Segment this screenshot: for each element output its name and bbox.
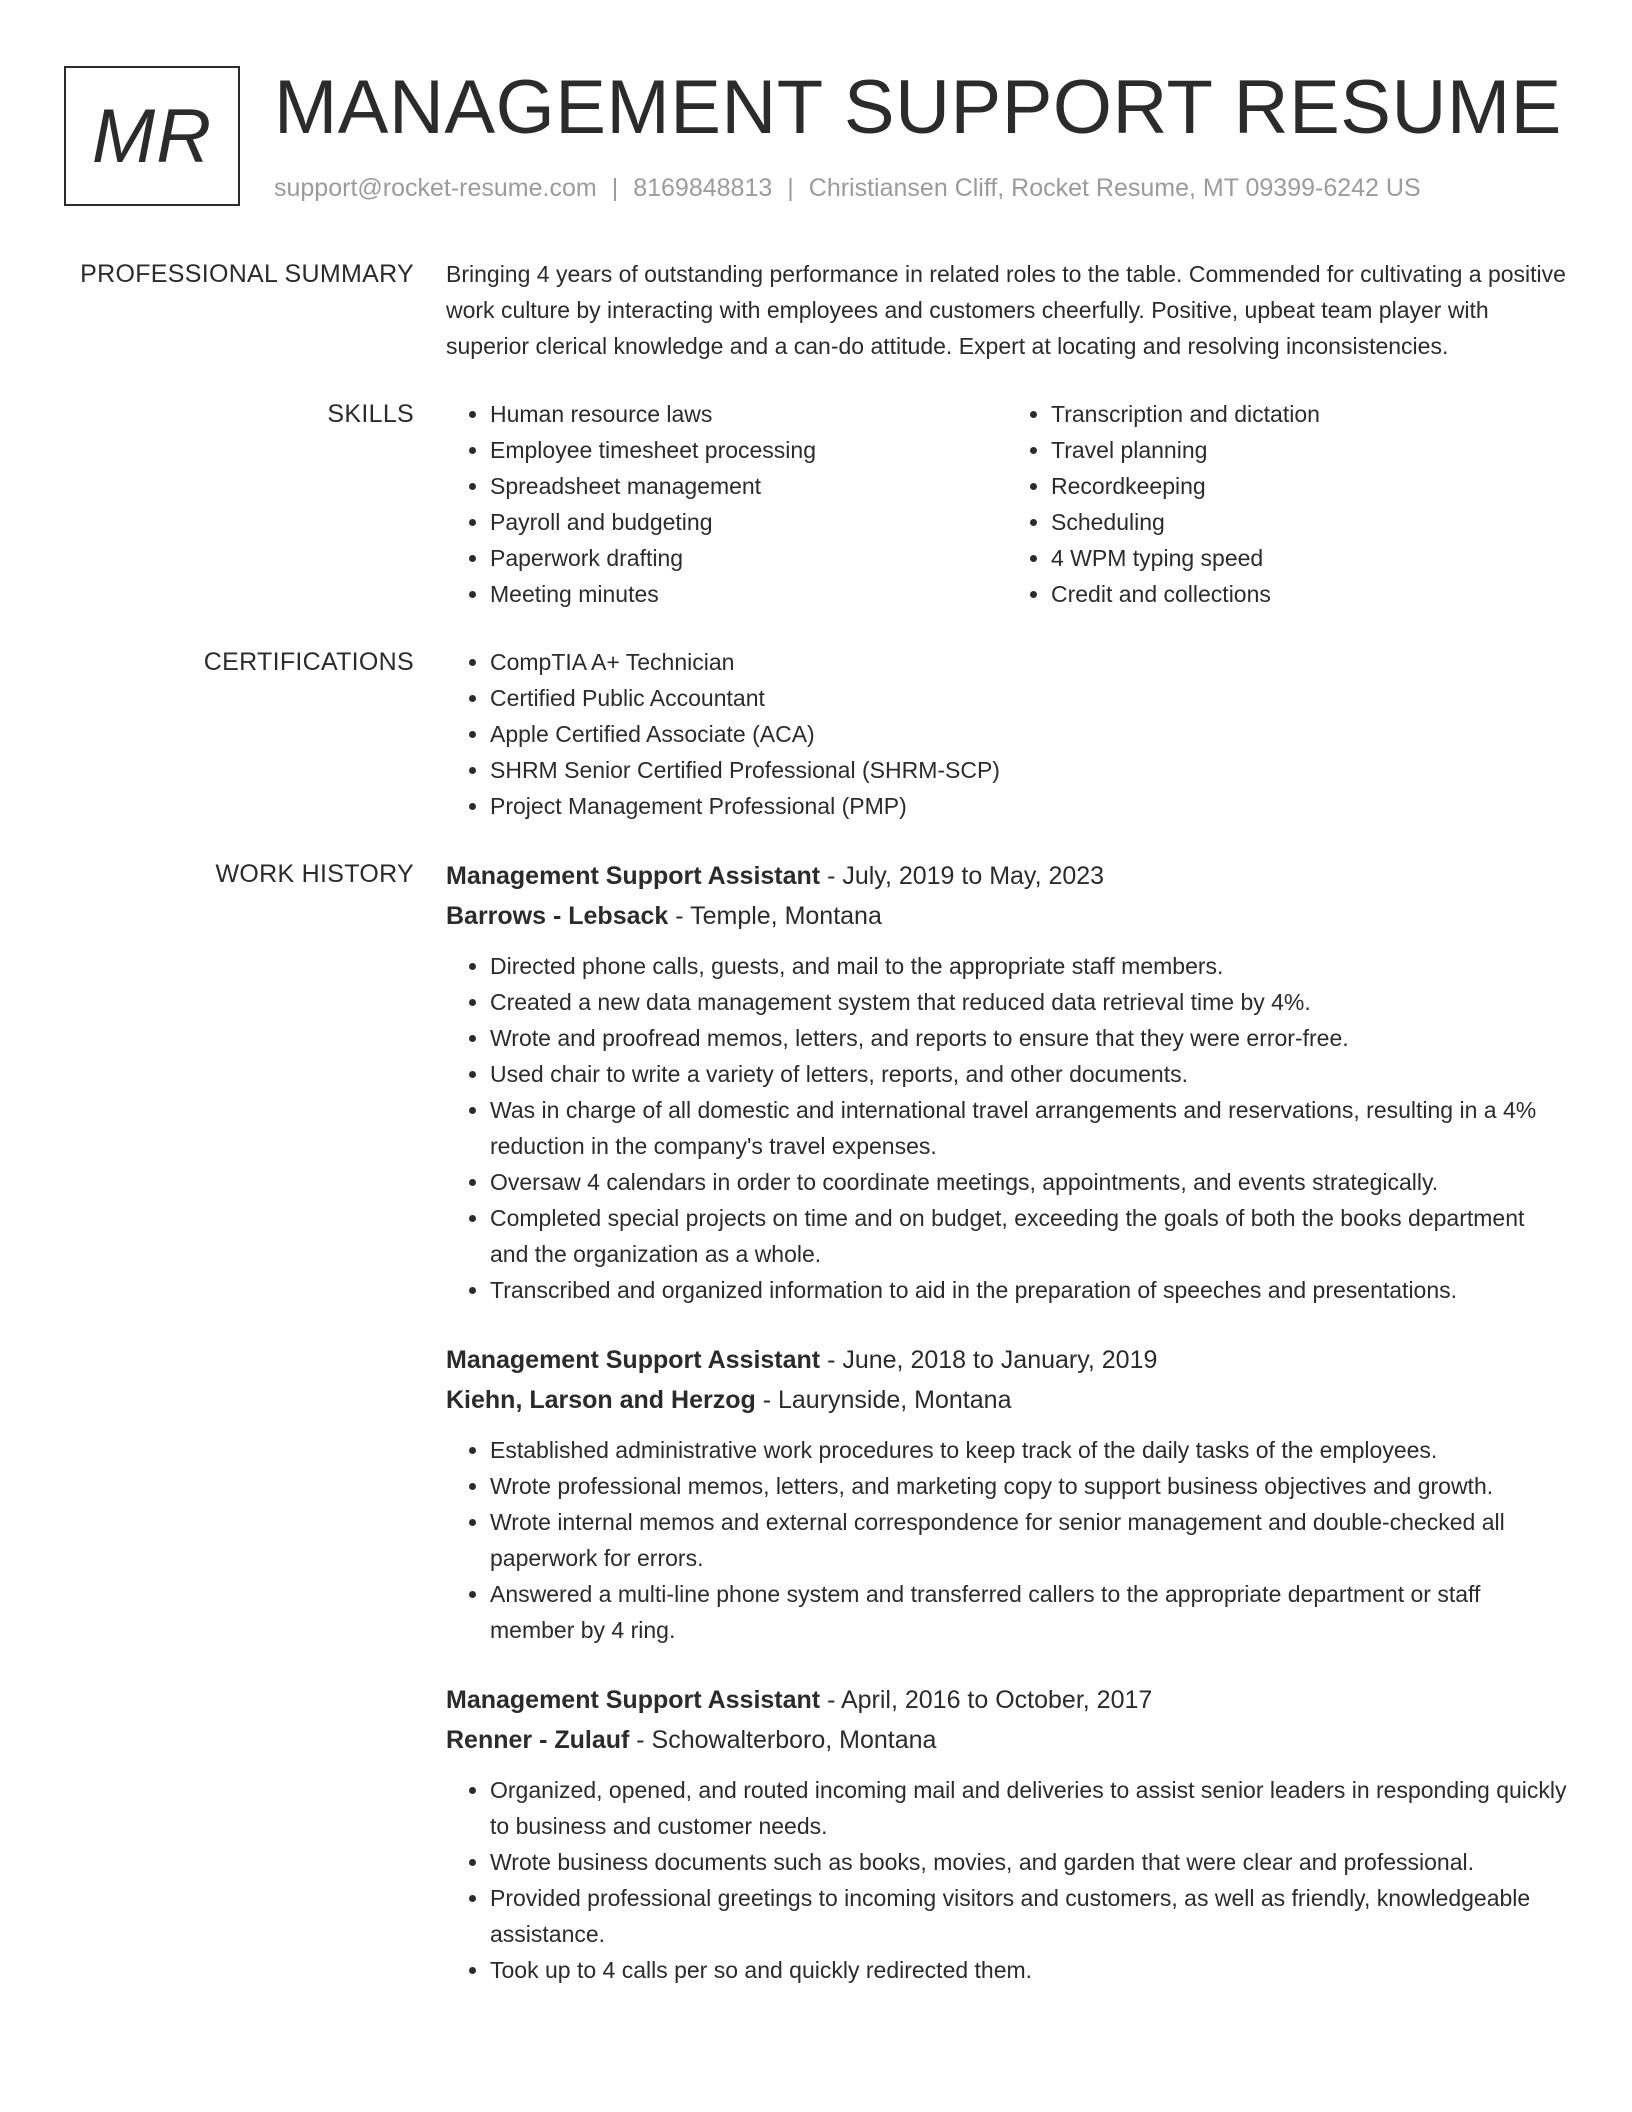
job-bullet: • Provided professional greetings to incoming visitors and customers, as well as friendly, knowledgeable assistance. (490, 1880, 1568, 1952)
job-bullets (446, 1772, 1568, 1988)
job-bullet: • Was in charge of all domestic and international travel arrangements and reservations, resulting in a 4% reduction in the company's travel expenses. (490, 1092, 1568, 1164)
job-location: - Schowalterboro, Montana (629, 1726, 937, 1754)
job-bullet: • Directed phone calls, guests, and mail to the appropriate staff members. (490, 948, 1568, 984)
certification-item: • CompTIA A+ Technician (490, 644, 1568, 680)
job-role: Management Support Assistant (446, 862, 821, 890)
contact-separator: | (787, 174, 794, 202)
job-bullet: • Answered a multi-line phone system and transferred callers to the appropriate department or staff member by 4 ring. (490, 1576, 1568, 1648)
skill-item: • Transcription and dictation (1051, 396, 1568, 432)
job-bullet: • Established administrative work procedures to keep track of the daily tasks of the employees. (490, 1432, 1568, 1468)
skills-list-left (446, 396, 1007, 612)
job-bullet: • Wrote professional memos, letters, and marketing copy to support business objectives and growth. (490, 1468, 1568, 1504)
contact-email[interactable]: support@rocket-resume.com (274, 174, 597, 202)
job-bullet: • Wrote internal memos and external correspondence for senior management and double-checked all paperwork for errors. (490, 1504, 1568, 1576)
job-company: Barrows - Lebsack (446, 902, 669, 930)
job-bullets (446, 1432, 1568, 1648)
resume-content (64, 256, 1568, 2020)
skill-item: • Scheduling (1051, 504, 1568, 540)
job-bullet: • Completed special projects on time and on budget, exceeding the goals of both the books department and the organization as a whole. (490, 1200, 1568, 1272)
section-certifications (64, 644, 1568, 824)
job-bullets (446, 948, 1568, 1308)
summary-text: Bringing 4 years of outstanding performance in related roles to the table. Commended for cultivating a positive work culture by interacting with employees and customers cheerfully. Positive, upbeat team player with superior clerical knowledge and a can-do attitude. Expert at locating and resolving inconsistencies. (446, 261, 1566, 359)
resume-title: MANAGEMENT SUPPORT RESUME (274, 65, 1562, 150)
section-work-history (64, 856, 1568, 1988)
contact-phone[interactable]: 8169848813 (633, 174, 773, 202)
certification-item: • SHRM Senior Certified Professional (SHRM-SCP) (490, 752, 1568, 788)
certifications-list (446, 644, 1568, 824)
skills-list-right (1007, 396, 1568, 612)
section-title: CERTIFICATIONS (203, 648, 414, 676)
job-bullet: • Created a new data management system that reduced data retrieval time by 4%. (490, 984, 1568, 1020)
job-dates: - April, 2016 to October, 2017 (820, 1686, 1153, 1714)
job-location: - Laurynside, Montana (755, 1386, 1012, 1414)
monogram-logo: MR (64, 66, 240, 206)
certification-item: • Certified Public Accountant (490, 680, 1568, 716)
job-entry (446, 856, 1568, 1308)
job-role: Management Support Assistant (446, 1346, 821, 1374)
skill-item: • 4 WPM typing speed (1051, 540, 1568, 576)
job-bullet: • Wrote and proofread memos, letters, and reports to ensure that they were error-free. (490, 1020, 1568, 1056)
skills-columns (446, 396, 1568, 612)
job-bullet: • Transcribed and organized information to aid in the preparation of speeches and presentations. (490, 1272, 1568, 1308)
section-title: PROFESSIONAL SUMMARY (80, 260, 414, 288)
skill-item: • Meeting minutes (490, 576, 1007, 612)
skill-item: • Human resource laws (490, 396, 1007, 432)
job-entry (446, 1680, 1568, 1988)
resume-header (64, 64, 1584, 212)
job-location: - Temple, Montana (668, 902, 882, 930)
job-company-line (446, 1720, 1568, 1760)
contact-address: Christiansen Cliff, Rocket Resume, MT 09399-6242 US (808, 174, 1421, 202)
job-role-line (446, 1680, 1568, 1720)
job-bullet: • Organized, opened, and routed incoming mail and deliveries to assist senior leaders in responding quickly to business and customer needs. (490, 1772, 1568, 1844)
job-role: Management Support Assistant (446, 1686, 821, 1714)
section-body (446, 856, 1568, 1988)
section-body (446, 256, 1568, 364)
skill-item: • Employee timesheet processing (490, 432, 1007, 468)
skill-item: • Spreadsheet management (490, 468, 1007, 504)
job-dates: - June, 2018 to January, 2019 (820, 1346, 1158, 1374)
job-role-line (446, 856, 1568, 896)
job-dates: - July, 2019 to May, 2023 (820, 862, 1105, 890)
certification-item: • Apple Certified Associate (ACA) (490, 716, 1568, 752)
skill-item: • Credit and collections (1051, 576, 1568, 612)
job-company-line (446, 1380, 1568, 1420)
section-title: SKILLS (327, 400, 414, 428)
job-entry (446, 1340, 1568, 1648)
job-role-line (446, 1340, 1568, 1380)
skill-item: • Travel planning (1051, 432, 1568, 468)
job-company: Kiehn, Larson and Herzog (446, 1386, 756, 1414)
contact-separator: | (611, 174, 619, 202)
section-skills (64, 396, 1568, 612)
job-bullet: • Oversaw 4 calendars in order to coordinate meetings, appointments, and events strategically. (490, 1164, 1568, 1200)
section-body (446, 644, 1568, 824)
job-company: Renner - Zulauf (446, 1726, 630, 1754)
job-bullet: • Wrote business documents such as books, movies, and garden that were clear and professional. (490, 1844, 1568, 1880)
section-professional-summary (64, 256, 1568, 364)
skill-item: • Recordkeeping (1051, 468, 1568, 504)
contact-line (274, 174, 1421, 203)
certification-item: • Project Management Professional (PMP) (490, 788, 1568, 824)
job-bullet: • Took up to 4 calls per so and quickly redirected them. (490, 1952, 1568, 1988)
skill-item: • Payroll and budgeting (490, 504, 1007, 540)
skill-item: • Paperwork drafting (490, 540, 1007, 576)
job-bullet: • Used chair to write a variety of letters, reports, and other documents. (490, 1056, 1568, 1092)
section-title: WORK HISTORY (215, 860, 414, 888)
job-company-line (446, 896, 1568, 936)
